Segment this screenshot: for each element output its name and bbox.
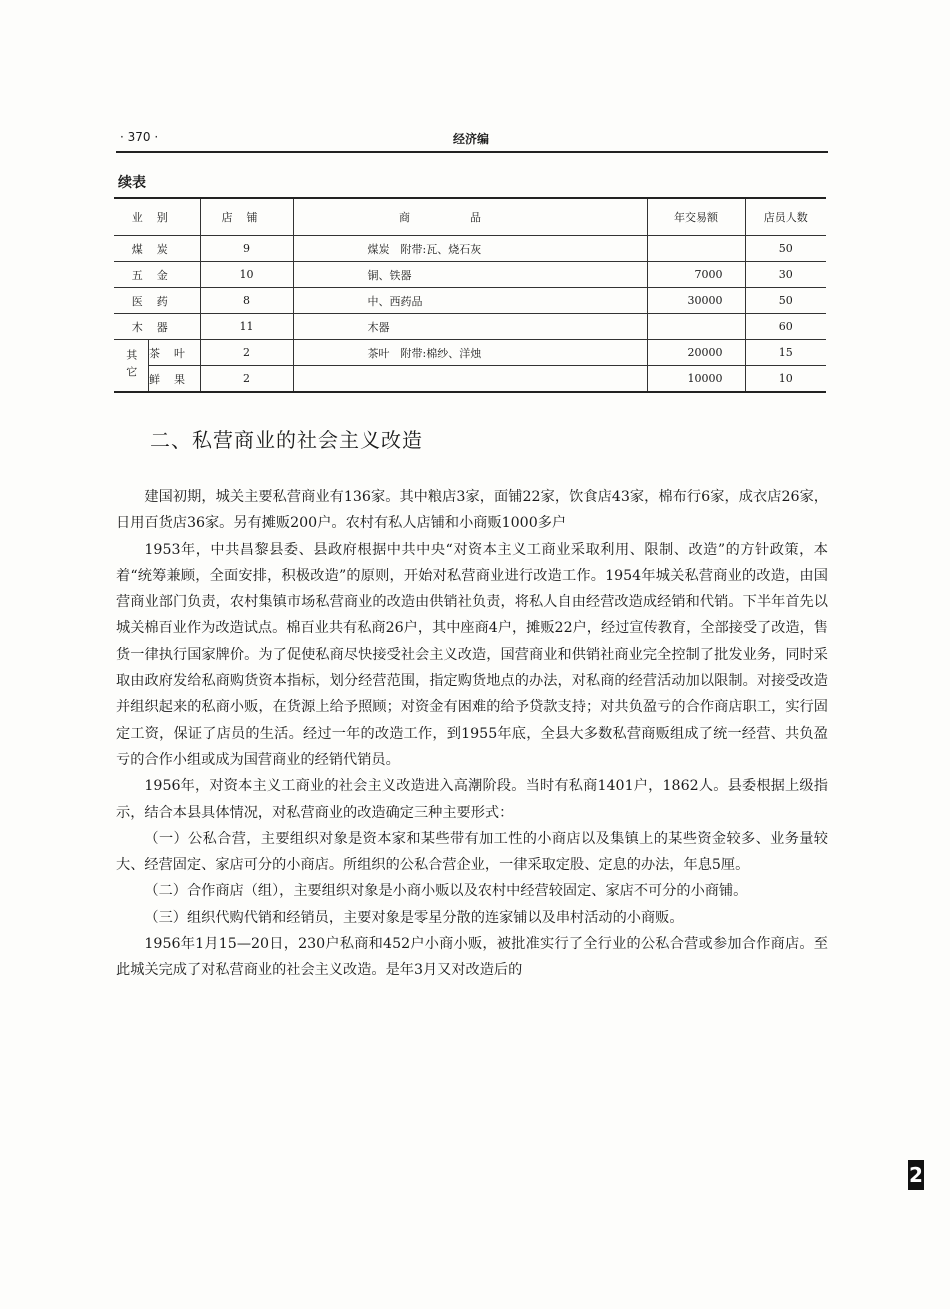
- cell-category: 医药: [114, 288, 200, 314]
- table-row: [114, 314, 826, 340]
- running-title: 经济编: [452, 132, 489, 146]
- cell-goods: 煤炭 附带:瓦、烧石灰: [293, 236, 647, 262]
- cell-staff: 50: [745, 236, 826, 262]
- col-header-staff: 店员人数: [745, 198, 826, 236]
- table-row: [114, 366, 826, 393]
- cell-staff: 10: [745, 366, 826, 393]
- paragraph: （一）公私合营，主要组织对象是资本家和某些带有加工性的小商店以及集镇上的某些资金较多、业务量较大、经营固定、家店可分的小商店。所组织的公私合营企业，一律采取定股、定息的办法，年息5厘。: [116, 830, 828, 874]
- section-title: 二、私营商业的社会主义改造: [150, 428, 423, 452]
- cell-category: 鲜果: [148, 366, 200, 393]
- paragraph: 建国初期，城关主要私营商业有136家。其中粮店3家，面铺22家，饮食店43家，棉布行6家，成衣店26家，日用百货店36家。另有摊贩200户。农村有私人店铺和小商贩1000多户: [116, 489, 828, 532]
- cell-goods: 铜、铁器: [293, 262, 647, 288]
- commerce-table: [114, 197, 826, 393]
- cell-turnover: 10000: [647, 366, 745, 393]
- cell-staff: 30: [745, 262, 826, 288]
- col-header-category: 业别: [114, 198, 200, 236]
- table-row: [114, 340, 826, 366]
- col-header-turnover: 年交易额: [647, 198, 745, 236]
- cell-turnover: 30000: [647, 288, 745, 314]
- cell-staff: 60: [745, 314, 826, 340]
- paragraph: 1956年，对资本主义工商业的社会主义改造进入高潮阶段。当时有私商1401户，1862人。县委根据上级指示，结合本县具体情况，对私营商业的改造确定三种主要形式：: [116, 778, 828, 821]
- cell-staff: 50: [745, 288, 826, 314]
- cell-category: 煤炭: [114, 236, 200, 262]
- paragraph: 1953年，中共昌黎县委、县政府根据中共中央“对资本主义工商业采取利用、限制、改造”的方针政策，本着“统筹兼顾，全面安排，积极改造”的原则，开始对私营商业进行改造工作。1954年城关私营商业的改造，由国营商业部门负责，农村集镇市场私营商业的改造由供销社负责，将私人自由经营改造成经销和代销。下半年首先以城关棉百业作为改造试点。棉百业共有私商26户，其中座商4户，摊贩22户，经过宣传教育，全部接受了改造，售货一律执行国家牌价。为了促使私商尽快接受社会主义改造，国营商业和供销社商业完全控制了批发业务，同时采取由政府发给私商购货资本指标，划分经营范围，指定购货地点的办法，对私商的经营活动加以限制。对接受改造并组织起来的私商小贩，在货源上给予照顾；对资金有困难的给予贷款支持；对共负盈亏的合作商店职工，实行固定工资，保证了店员的生活。经过一年的改造工作，到1955年底，全县大多数私营商贩组成了统一经营、共负盈亏的合作小组或成为国营商业的经销代销员。: [116, 541, 828, 768]
- body-text: [116, 484, 828, 984]
- cell-goods: 木器: [293, 314, 647, 340]
- cell-goods: 茶叶 附带:棉纱、洋烛: [293, 340, 647, 366]
- cell-group-other: 其它: [114, 340, 148, 393]
- cell-turnover: [647, 236, 745, 262]
- table-row: [114, 236, 826, 262]
- header-rule: [116, 151, 828, 153]
- cell-shops: 9: [200, 236, 293, 262]
- cell-turnover: 7000: [647, 262, 745, 288]
- cell-turnover: [647, 314, 745, 340]
- continued-label: 续表: [118, 175, 146, 191]
- cell-category: 木器: [114, 314, 200, 340]
- paragraph: 1956年1月15—20日，230户私商和452户小商小贩，被批准实行了全行业的公私合营或参加合作商店。至此城关完成了对私营商业的社会主义改造。是年3月又对改造后的: [116, 936, 828, 979]
- col-header-goods: 商品: [293, 198, 647, 236]
- page-number: · 370 ·: [120, 130, 159, 144]
- col-header-shops: 店铺: [200, 198, 293, 236]
- table-row: [114, 288, 826, 314]
- cell-shops: 2: [200, 366, 293, 393]
- paragraph: （二）合作商店（组），主要组织对象是小商小贩以及农村中经营较固定、家店不可分的小商铺。: [144, 883, 748, 900]
- cell-staff: 15: [745, 340, 826, 366]
- cell-category: 茶叶: [148, 340, 200, 366]
- cell-goods: [293, 366, 647, 393]
- edge-mark: 2: [908, 1160, 924, 1190]
- paragraph: （三）组织代购代销和经销员，主要对象是零星分散的连家铺以及串村活动的小商贩。: [144, 909, 684, 926]
- cell-shops: 10: [200, 262, 293, 288]
- cell-shops: 11: [200, 314, 293, 340]
- cell-shops: 8: [200, 288, 293, 314]
- table-header-row: [114, 198, 826, 236]
- cell-turnover: 20000: [647, 340, 745, 366]
- cell-goods: 中、西药品: [293, 288, 647, 314]
- table-row: [114, 262, 826, 288]
- cell-shops: 2: [200, 340, 293, 366]
- page-header: [116, 128, 826, 150]
- cell-category: 五金: [114, 262, 200, 288]
